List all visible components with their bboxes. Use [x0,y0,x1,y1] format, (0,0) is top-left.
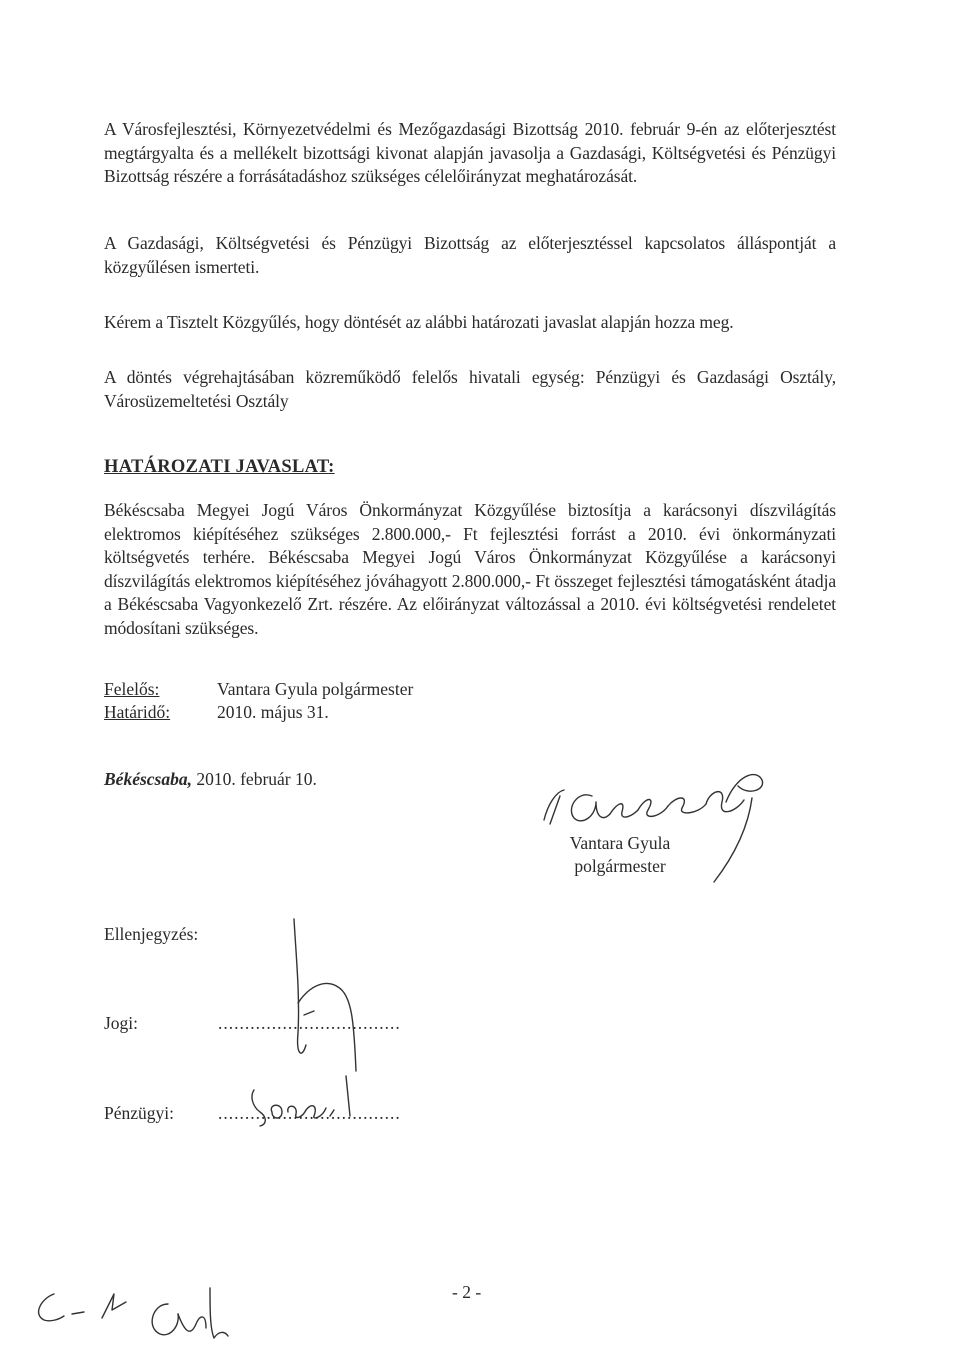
deadline-value: 2010. május 31. [217,702,329,722]
intro-paragraph-responsible-unit: A döntés végrehajtásában közreműködő felelős hivatali egység: Pénzügyi és Gazdasági Osztály, Városüzemeltetési Osztály [104,367,836,411]
legal-signature-line: .................................. [218,1013,401,1033]
page-number: - 2 - [452,1282,482,1302]
responsible-label: Felelős: [104,679,160,699]
place-and-date [104,769,317,790]
intro-paragraph-budget-committee: A Gazdasági, Költségvetési és Pénzügyi Bizottság az előterjesztéssel kapcsolatos álláspontját a közgyűlésen ismerteti. [104,233,836,277]
intro-paragraph-committee: A Városfejlesztési, Környezetvédelmi és Mezőgazdasági Bizottság 2010. február 9-én az előterjesztést megtárgyalta és a mellékelt bizottsági kivonat alapján javasolja a Gazdasági, Költségvetési és Pénzügyi Bizottság részére a forrásátadáshoz szükséges célelőirányzat meghatározását. [104,119,836,186]
legal-signature [280,915,390,1075]
deadline-label: Határidő: [104,702,171,722]
finance-signature [242,1072,372,1132]
finance-label: Pénzügyi: [104,1103,174,1123]
responsible-value: Vantara Gyula polgármester [217,679,414,699]
countersign-title: Ellenjegyzés: [104,924,199,944]
intro-paragraph-request: Kérem a Tisztelt Közgyűlés, hogy döntését az alábbi határozati javaslat alapján hozza meg. [104,312,734,332]
signer-title: polgármester [574,856,666,876]
finance-signature-line: .................................. [218,1103,401,1123]
resolution-text: Békéscsaba Megyei Jogú Város Önkormányzat Közgyűlése biztosítja a karácsonyi díszvilágítás elektromos kiépítéséhez szükséges 2.800.000,- Ft fejlesztési forrást a 2010. évi önkormányzati költségvetés terhére. Békéscsaba Megyei Jogú Város Önkormányzat Közgyűlése a karácsonyi díszvilágítás elektromos kiépítéséhez jóváhagyott 2.800.000,- Ft összeget fejlesztési támogatásként átadja a Békéscsaba Vagyonkezelő Zrt. részére. Az előirányzat változással a 2010. évi költségvetési rendeletet módosítani szükséges. [104,500,836,638]
document-date: 2010. február 10. [196,769,317,789]
resolution-heading: HATÁROZATI JAVASLAT: [104,457,335,477]
legal-label: Jogi: [104,1013,139,1033]
place-city: Békéscsaba, [104,769,192,789]
margin-initials [28,1280,258,1350]
signer-name: Vantara Gyula [569,833,671,853]
signer-block [560,832,680,878]
